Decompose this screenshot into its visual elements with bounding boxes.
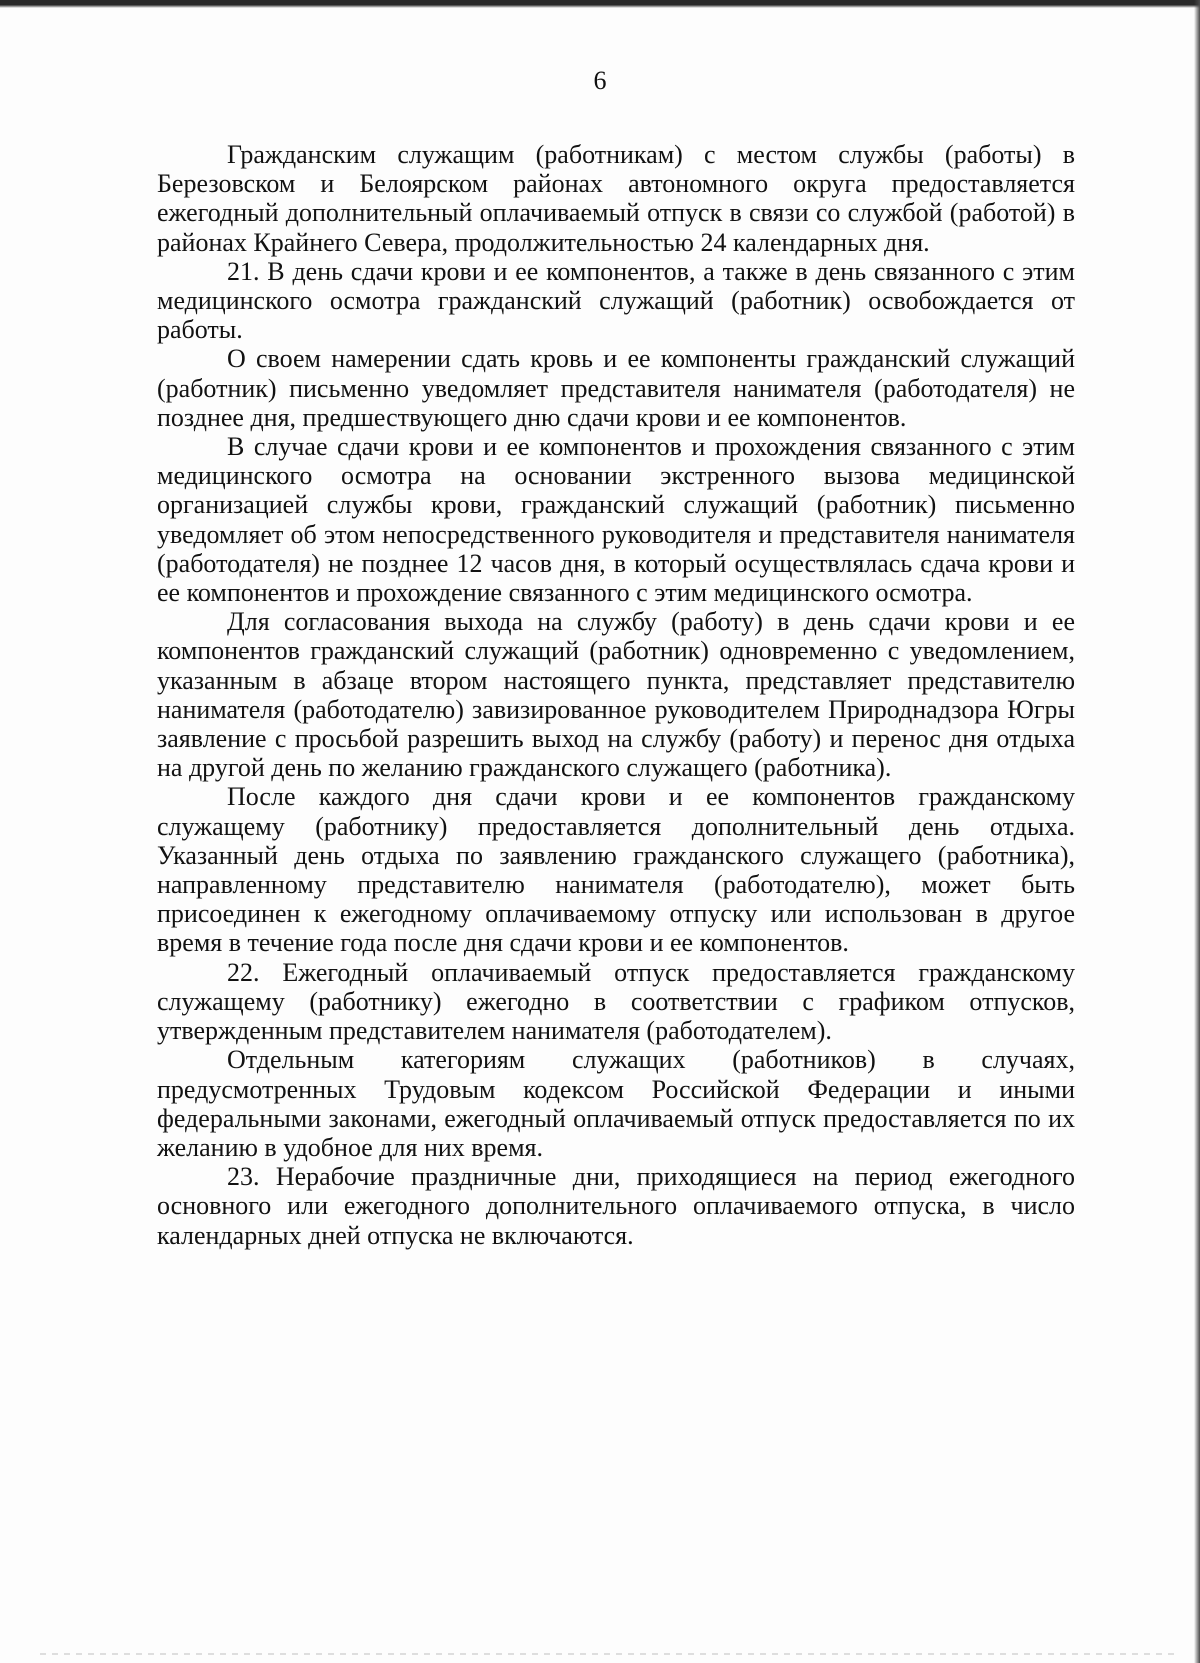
paragraph-work-on-donation-day: Для согласования выхода на службу (работу) в день сдачи крови и ее компонентов гражданский служащий (работник) одновременно с уведомлением, указанным в абзаце втором настоящего пункта, представляет представителю нанимателя (работодателю) завизированное руководителем Природнадзора Югры заявление с просьбой разрешить выход на службу (работу) и перенос дня отдыха на другой день по желанию гражданского служащего (работника).	[157, 607, 1075, 783]
paragraph-donation-notice: О своем намерении сдать кровь и ее компоненты гражданский служащий (работник) письменно уведомляет представителя нанимателя (работодателя) не позднее дня, предшествующего дню сдачи крови и ее компонентов.	[157, 344, 1075, 432]
paragraph-extra-rest-day: После каждого дня сдачи крови и ее компонентов гражданскому служащему (работнику) предоставляется дополнительный день отдыха. Указанный день отдыха по заявлению гражданского служащего (работника), направленному представителю нанимателя (работодателю), может быть присоединен к ежегодному оплачиваемому отпуску или использован в другое время в течение года после дня сдачи крови и ее компонентов.	[157, 782, 1075, 958]
paragraph-22-annual-leave: 22. Ежегодный оплачиваемый отпуск предоставляется гражданскому служащему (работнику) ежегодно в соответствии с графиком отпусков, утвержденным представителем нанимателя (работодателем).	[157, 957, 1075, 1046]
paragraph-23-holidays: 23. Нерабочие праздничные дни, приходящиеся на период ежегодного основного или ежегодного дополнительного оплачиваемого отпуска, в число календарных дней отпуска не включаются.	[157, 1162, 1075, 1250]
paragraph-special-categories: Отдельным категориям служащих (работников) в случаях, предусмотренных Трудовым кодексом Российской Федерации и иными федеральными законами, ежегодный оплачиваемый отпуск предоставляется по их желанию в удобное для них время.	[157, 1045, 1075, 1162]
paragraph-north-leave: Гражданским служащим (работникам) с местом службы (работы) в Березовском и Белоярском районах автономного округа предоставляется ежегодный дополнительный оплачиваемый отпуск в связи со службой (работой) в районах Крайнего Севера, продолжительностью 24 календарных дня.	[157, 140, 1075, 257]
scan-bottom-edge	[40, 1653, 1180, 1655]
scan-top-edge	[0, 0, 1200, 8]
paragraph-emergency-donation: В случае сдачи крови и ее компонентов и прохождения связанного с этим медицинского осмотра на основании экстренного вызова медицинской организацией службы крови, гражданский служащий (работник) письменно уведомляет об этом непосредственного руководителя и представителя нанимателя (работодателя) не позднее 12 часов дня, в который осуществлялась сдача крови и ее компонентов и прохождение связанного с этим медицинского осмотра.	[157, 432, 1075, 608]
paragraph-21-blood-donation: 21. В день сдачи крови и ее компонентов, а также в день связанного с этим медицинского осмотра гражданский служащий (работник) освобождается от работы.	[157, 256, 1075, 345]
scan-right-edge	[1194, 0, 1200, 1663]
document-body	[157, 140, 1075, 1250]
page-number: 6	[593, 66, 607, 95]
